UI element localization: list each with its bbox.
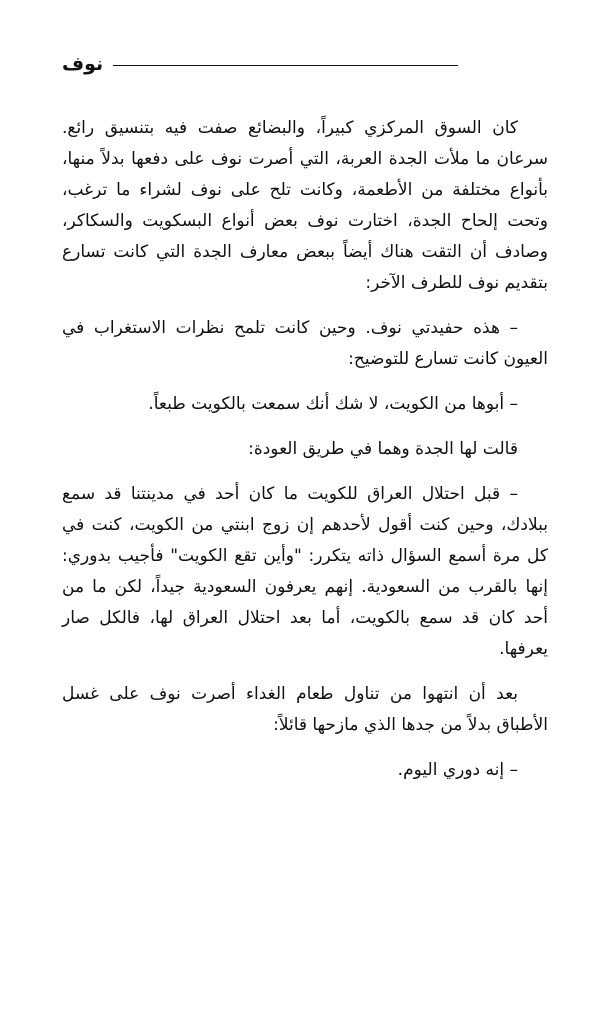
- paragraph-1: كان السوق المركزي كبيراً، والبضائع صفت فيه بتنسيق رائع. سرعان ما ملأت الجدة العربة، التي أصرت نوف على دفعها بدلاً منها، بأنواع مختلفة من الأطعمة، وكانت تلح على نوف لشراء ما ترغب، وتحت إلحاح الجدة، اختارت نوف بعض أنواع البسكويت والسكاكر، وصادف أن التقت هناك أيضاً ببعض معارف الجدة التي كانت تسارع بتقديم نوف للطرف الآخر:: [62, 118, 548, 293]
- paragraph-6: بعد أن انتهوا من تناول طعام الغداء أصرت نوف على غسل الأطباق بدلاً من جدها الذي مازحها قائلاً:: [62, 684, 548, 735]
- paragraph-3: – أبوها من الكويت، لا شك أنك سمعت بالكويت طبعاً.: [148, 394, 518, 414]
- running-header: [62, 52, 458, 76]
- paragraph-2: – هذه حفيدتي نوف. وحين كانت تلمح نظرات الاستغراب في العيون كانت تسارع للتوضيح:: [62, 318, 548, 369]
- paragraph-4: قالت لها الجدة وهما في طريق العودة:: [248, 439, 518, 459]
- paragraph-7: – إنه دوري اليوم.: [397, 760, 518, 780]
- body-text: [62, 113, 548, 800]
- running-title: نوف: [62, 53, 104, 75]
- header-rule: [113, 65, 458, 66]
- paragraph-5: – قبل احتلال العراق للكويت ما كان أحد في مدينتنا قد سمع ببلادك، وحين كنت أقول لأحدهم إن زوج ابنتي من الكويت، كنت في كل مرة أسمع السؤال ذاته يتكرر: "وأين تقع الكويت" فأجيب بدوري: إنها بالقرب من السعودية. إنهم يعرفون السعودية جيداً، لكن ما من أحد كان قد سمع بالكويت، أما بعد احتلال العراق لها، فالكل صار يعرفها.: [62, 484, 548, 659]
